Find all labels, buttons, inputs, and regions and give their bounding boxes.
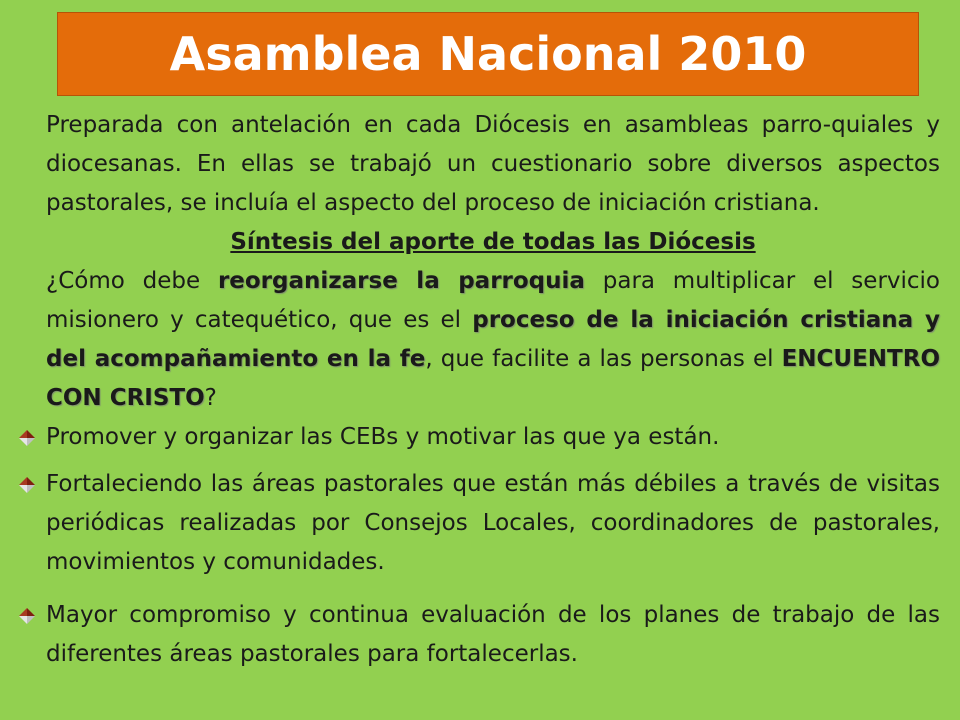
bullet-item	[46, 596, 940, 674]
bullet-item	[46, 418, 940, 457]
diamond-bullet-icon	[18, 429, 36, 447]
bullet-item	[46, 465, 940, 582]
intro-paragraph: Preparada con antelación en cada Diócesis en asambleas parro-quiales y diocesanas. En ellas se trabajó un cuestionario sobre diversos aspectos pastorales, se incluía el aspecto del proceso de iniciación cristiana.	[46, 112, 940, 216]
bullet-list	[46, 418, 940, 674]
section-subtitle: Síntesis del aporte de todas las Diócesis	[230, 229, 756, 255]
highlight-encounter: ENCUENTRO CON CRISTO	[46, 346, 940, 411]
diamond-bullet-icon	[18, 607, 36, 625]
bullet-text: Promover y organizar las CEBs y motivar las que ya están.	[46, 424, 720, 450]
bullet-text: Mayor compromiso y continua evaluación de los planes de trabajo de las diferentes áreas pastorales para fortalecerlas.	[46, 602, 940, 667]
slide-content	[46, 106, 940, 674]
question-text-1: ¿Cómo debe	[46, 268, 218, 294]
highlight-process: proceso de la iniciación cristiana y del acompañamiento en la fe	[46, 307, 941, 372]
slide-title: Asamblea Nacional 2010	[169, 27, 807, 81]
question-text-3: , que facilite a las personas el	[425, 346, 782, 372]
question-paragraph	[46, 262, 940, 418]
question-text-2: para multiplicar el servicio misionero y catequético, que es el	[46, 268, 941, 333]
title-box	[57, 12, 919, 96]
highlight-reorganize: reorganizarse la parroquia	[217, 268, 585, 294]
question-text-4: ?	[204, 385, 217, 411]
diamond-bullet-icon	[18, 476, 36, 494]
bullet-text: Fortaleciendo las áreas pastorales que están más débiles a través de visitas periódicas realizadas por Consejos Locales, coordinadores de pastorales, movimientos y comunidades.	[46, 471, 940, 575]
